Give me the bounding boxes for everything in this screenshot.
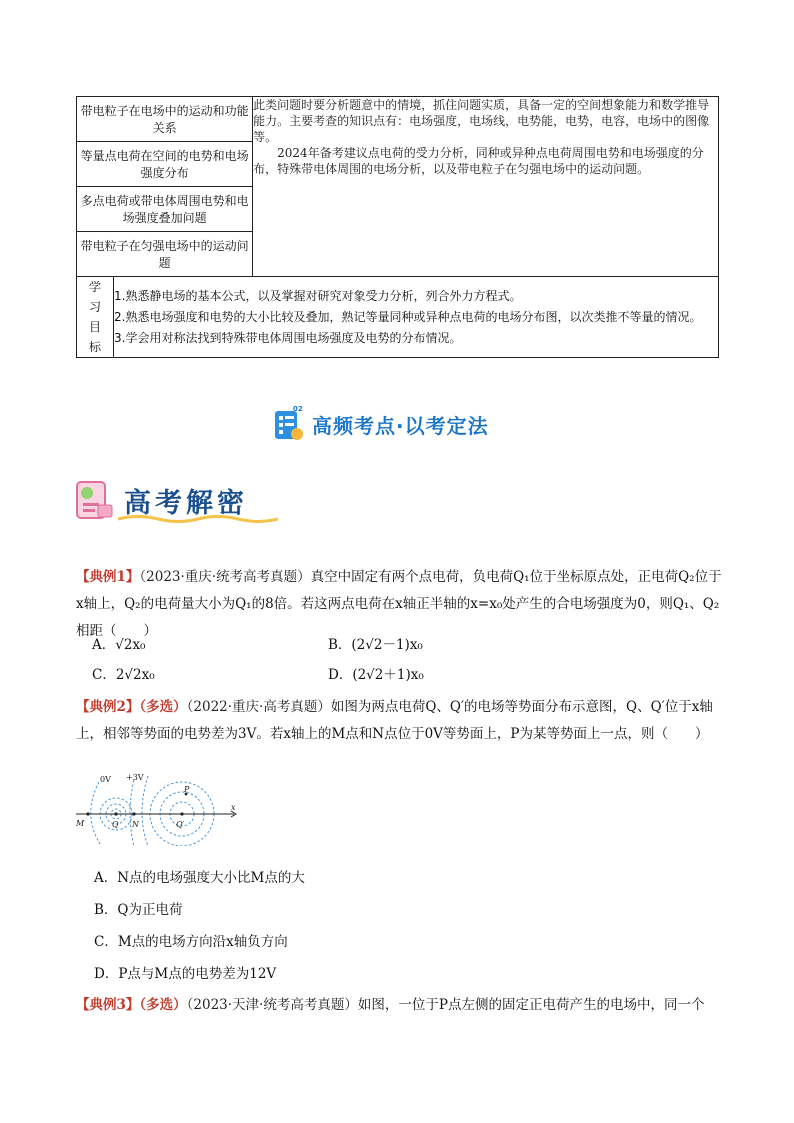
svg-text:02: 02 — [293, 405, 303, 413]
question-1-source: （2023·重庆·统考高考真题） — [139, 569, 311, 585]
q2-option-a[interactable]: A．N点的电场强度大小比M点的大 — [94, 870, 305, 886]
question-3-source: （2023·天津·统考高考真题） — [186, 997, 358, 1013]
exam-decode-icon — [74, 477, 116, 523]
q1-option-b[interactable]: B．(2√2－1)x₀ — [328, 637, 423, 653]
goal-label: 学 习 目 标 — [77, 277, 114, 358]
banner-title-exam-decode: 高考解密 — [124, 487, 248, 519]
analysis-para-2: 2024年备考建议点电荷的受力分析，同种或异种点电荷周围电势和电场强度的分布，特殊带电体周围的电场分析，以及带电粒子在匀强电场中的运动问题。 — [253, 146, 704, 176]
fig-label-0v: 0V — [100, 775, 111, 784]
question-3-text: 如图，一位于P点左侧的固定正电荷产生的电场中，同一个 — [357, 997, 705, 1013]
topic-table — [76, 96, 719, 358]
question-2-source: （2022·重庆·高考真题） — [186, 699, 331, 715]
topic-cell-2: 等量点电荷在空间的电势和电场强度分布 — [77, 142, 253, 187]
goal-3: 3.学会用对称法找到特殊带电体周围电场强度及电势的分布情况。 — [114, 330, 462, 345]
q1-option-a[interactable]: A．√2x₀ — [92, 637, 146, 653]
question-2 — [76, 694, 722, 748]
fig-label-n: N — [132, 820, 139, 829]
fig-label-3v: +3V — [126, 773, 144, 782]
q1-option-d[interactable]: D．(2√2＋1)x₀ — [328, 667, 424, 683]
question-3-multi: （多选） — [139, 997, 187, 1013]
question-3-tag: 【典例3】 — [76, 997, 140, 1013]
section-banner-exam-decode — [74, 474, 248, 526]
fig-label-q: Q — [112, 820, 119, 829]
question-1-tag: 【典例1】 — [76, 569, 140, 585]
question-2-multi: （多选） — [139, 699, 187, 715]
question-2-text: 如图为两点电荷Q、Q′的电场等势面分布示意图，Q、Q′位于x轴上，相邻等势面的电势差为3V。若x轴上的M点和N点位于0V等势面上，P为某等势面上一点，则（ ） — [76, 699, 713, 742]
q2-option-d[interactable]: D．P点与M点的电势差为12V — [94, 966, 277, 982]
question-1-text: 真空中固定有两个点电荷，负电荷Q₁位于坐标原点处，正电荷Q₂位于x轴上，Q₂的电荷量大小为Q₁的8倍。若这两点电荷在x轴正半轴的x=x₀处产生的合电场强度为0，则Q₁、Q₂相距（ ） — [76, 569, 722, 639]
q1-option-c[interactable]: C．2√2x₀ — [92, 667, 155, 683]
analysis-cell — [253, 97, 719, 277]
fig-label-m: M — [76, 819, 85, 828]
analysis-para-1: 此类问题时要分析题意中的情境，抓住问题实质，具备一定的空间想象能力和数学推导能力。主要考查的知识点有：电场强度，电场线，电势能，电势，电容，电场中的图像等。 — [253, 98, 710, 144]
equipotential-figure — [74, 766, 246, 846]
goal-text — [114, 277, 719, 358]
fig-label-qprime: Q′ — [176, 820, 185, 829]
question-3 — [76, 992, 722, 1019]
section-banner-high-frequency — [272, 403, 489, 445]
fig-label-p: P — [184, 785, 190, 794]
fig-label-x: x — [231, 803, 236, 812]
banner-underline — [118, 514, 278, 524]
topic-cell-3: 多点电荷或带电体周围电势和电场强度叠加问题 — [77, 187, 253, 232]
checklist-icon — [272, 405, 306, 443]
q2-option-c[interactable]: C．M点的电场方向沿x轴负方向 — [94, 934, 288, 950]
q2-option-b[interactable]: B．Q为正电荷 — [94, 902, 183, 918]
topic-cell-4: 带电粒子在匀强电场中的运动问题 — [77, 232, 253, 277]
question-2-tag: 【典例2】 — [76, 699, 140, 715]
question-1-options — [92, 630, 612, 690]
goal-1: 1.熟悉静电场的基本公式，以及掌握对研究对象受力分析，列合外力方程式。 — [114, 288, 522, 303]
topic-cell-1: 带电粒子在电场中的运动和功能关系 — [77, 97, 253, 142]
goal-2: 2.熟悉电场强度和电势的大小比较及叠加，熟记等量同种或异种点电荷的电场分布图，以次类推不等量的情况。 — [114, 309, 702, 324]
banner-title-high-frequency: 高频考点·以考定法 — [312, 413, 489, 438]
